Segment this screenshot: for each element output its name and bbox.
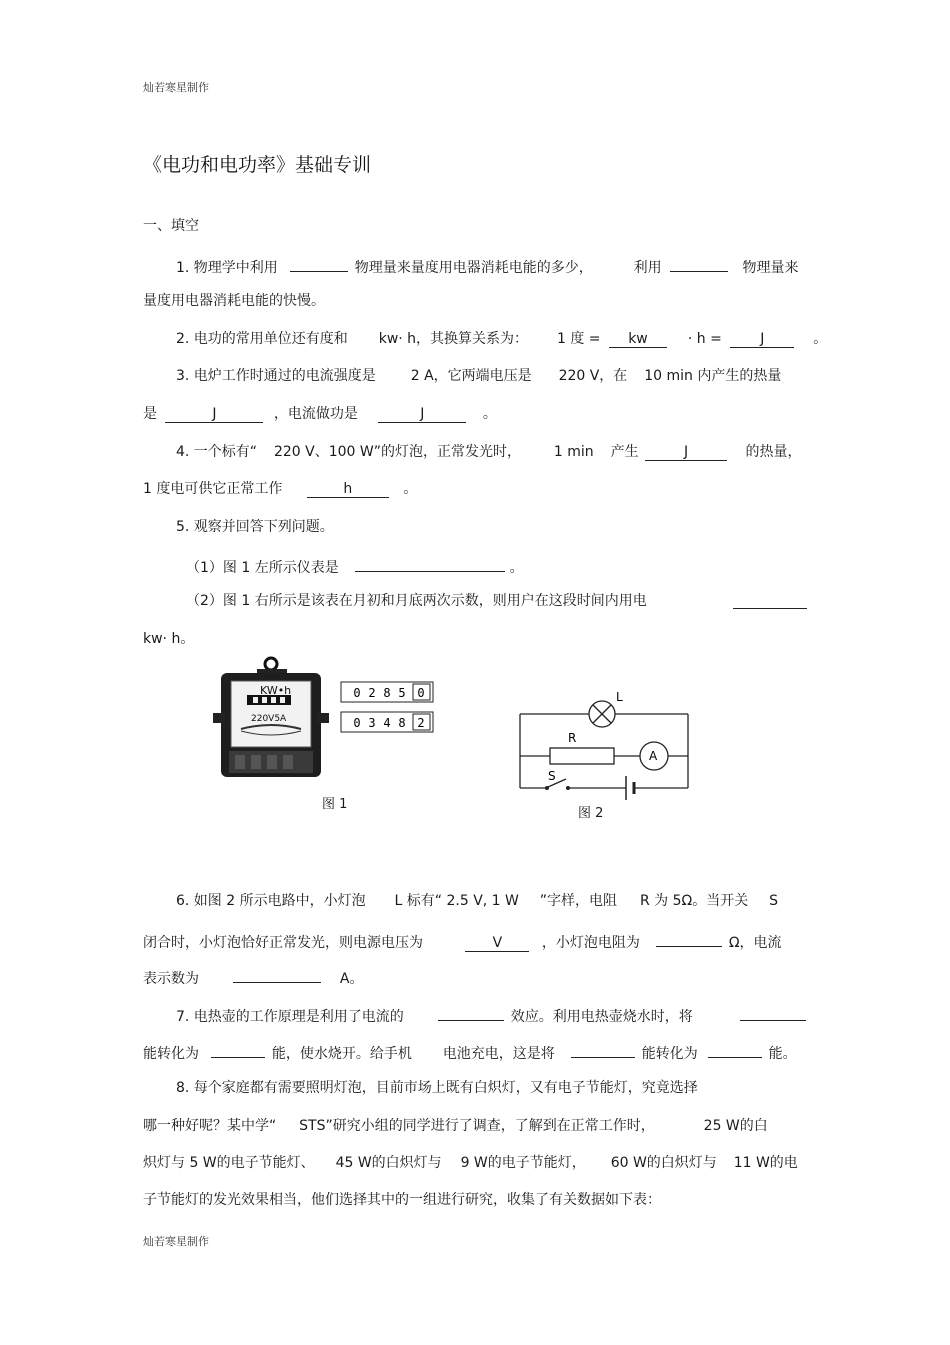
q7-text-g: 能。 [768, 1046, 797, 1062]
reading2-digit-3: 4 [383, 716, 391, 730]
figure-1-caption: 图 1 [322, 797, 348, 812]
q7-blank5[interactable] [708, 1041, 762, 1058]
q3-text-e: 是 [143, 406, 157, 422]
q3-text-b: 2 A，它两端电压是 [410, 368, 532, 384]
q4-text-c: 1 min [553, 444, 594, 460]
q6-blank1[interactable]: V [465, 935, 529, 952]
q4-line1 [176, 443, 801, 461]
q1-line2: 量度用电器消耗电能的快慢。 [143, 293, 325, 309]
q7-text-f: 能转化为 [641, 1046, 698, 1062]
q7-blank3[interactable] [211, 1041, 265, 1058]
figure-1 [205, 655, 445, 785]
q6-line3 [143, 966, 363, 988]
reading1-digit-2: 2 [368, 686, 376, 700]
reading2-digit-5: 2 [417, 716, 425, 730]
meter-unit-label: KW•h [260, 684, 292, 697]
q3-blank1[interactable]: J [165, 406, 263, 423]
q6-text-a: 6. 如图 2 所示电路中，小灯泡 [176, 893, 366, 909]
section-heading: 一、填空 [143, 218, 199, 234]
q3-line2 [143, 405, 497, 423]
q8-line2 [143, 1117, 768, 1135]
q8-line1: 8. 每个家庭都有需要照明灯泡，目前市场上既有白炽灯，又有电子节能灯，究竟选择 [176, 1080, 698, 1096]
q3-text-c: 220 V，在 [558, 368, 628, 384]
q6-text-j: A。 [339, 971, 364, 987]
reading1-digit-5: 0 [417, 686, 425, 700]
q2-line [176, 330, 827, 348]
q2-blank1[interactable]: kw [609, 331, 667, 348]
q4-blank2[interactable]: h [307, 481, 389, 498]
q2-blank2[interactable]: J [730, 331, 794, 348]
q7-text-d: 能，使水烧开。给手机 [271, 1046, 412, 1062]
q8-text-h: 60 W的白炽灯与 [610, 1155, 717, 1171]
q1-text-b: 物理量来量度用电器消耗电能的多少， [354, 260, 593, 276]
q8-text-g: 9 W的电子节能灯， [460, 1155, 586, 1171]
page-header: 灿若寒星制作 [143, 81, 209, 94]
q5-blank2[interactable] [733, 592, 807, 609]
q2-text-d: · h = [687, 331, 722, 347]
q1-blank1[interactable] [290, 255, 348, 272]
reading2-digit-4: 8 [398, 716, 406, 730]
q6-text-d: R 为 5Ω。当开关 [639, 893, 749, 909]
q5-blank1[interactable] [355, 555, 505, 572]
q5-sub1-end: 。 [509, 560, 524, 576]
q6-text-g: ，小灯泡电阻为 [541, 935, 640, 951]
reading2-digit-2: 3 [368, 716, 376, 730]
page-footer: 灿若寒星制作 [143, 1235, 209, 1248]
q6-blank3[interactable] [233, 966, 321, 983]
reading1-digit-4: 5 [398, 686, 406, 700]
q7-line2 [143, 1041, 797, 1063]
q3-line1 [176, 367, 781, 385]
figure-2-circuit [510, 688, 700, 808]
reading1-digit-3: 8 [383, 686, 391, 700]
q4-text-d: 产生 [610, 444, 639, 460]
meter-reading-1 [341, 682, 433, 702]
q7-text-c: 能转化为 [143, 1046, 199, 1062]
q2-text-c: 1 度 = [556, 331, 601, 347]
q5-intro: 5. 观察并回答下列问题。 [176, 519, 334, 535]
meter-reading-2 [341, 712, 433, 732]
q8-text-d: 25 W的白 [703, 1118, 768, 1134]
label-A: A [649, 749, 658, 763]
figure-2-caption: 图 2 [578, 806, 604, 821]
q5-sub1 [186, 555, 524, 577]
q1-text-d: 物理量来 [742, 260, 799, 276]
battery-icon [626, 776, 634, 800]
q4-line2 [143, 480, 417, 498]
q2-text-b: kw· h，其换算关系为： [378, 331, 529, 347]
q4-text-a: 4. 一个标有“ [176, 444, 258, 460]
q1-blank2[interactable] [670, 255, 728, 272]
q4-blank1[interactable]: J [645, 444, 727, 461]
q8-text-i: 11 W的电 [733, 1155, 798, 1171]
q4-text-e: 的热量， [745, 444, 802, 460]
reading1-digit-1: 0 [353, 686, 361, 700]
q7-text-b: 效应。利用电热壶烧水时，将 [510, 1009, 693, 1025]
q6-text-h: Ω，电流 [728, 935, 782, 951]
q1-text-a: 1. 物理学中利用 [176, 260, 278, 276]
q8-text-b: 哪一种好呢？某中学“ [143, 1118, 277, 1134]
q8-text-c: STS”研究小组的同学进行了调查，了解到在正常工作时， [299, 1118, 655, 1134]
q7-line1 [176, 1004, 693, 1026]
q2-text-a: 2. 电功的常用单位还有度和 [176, 331, 348, 347]
q7-blank1[interactable] [438, 1004, 504, 1021]
q3-text-a: 3. 电炉工作时通过的电流强度是 [176, 368, 376, 384]
label-R: R [568, 731, 577, 745]
q5-sub2: （2）图 1 右所示是该表在月初和月底两次示数，则用户在这段时间内用电 [186, 593, 647, 609]
q5-sub1-text: （1）图 1 左所示仪表是 [186, 560, 339, 576]
q5-sub2-unit: kw· h。 [143, 631, 195, 647]
q3-text-g: 。 [482, 406, 497, 422]
q8-line4: 子节能灯的发光效果相当，他们选择其中的一组进行研究，收集了有关数据如下表： [143, 1192, 661, 1208]
q7-text-e: 电池充电，这是将 [442, 1046, 555, 1062]
q4-text-b: 220 V、100 W”的灯泡，正常发光时， [273, 444, 521, 460]
q3-blank2[interactable]: J [378, 406, 466, 423]
q8-text-f: 45 W的白炽灯与 [335, 1155, 442, 1171]
q8-text-e: 炽灯与 5 W的电子节能灯、 [143, 1155, 315, 1171]
q1-text-c: 利用 [633, 260, 662, 276]
q6-text-e: S [769, 893, 778, 909]
q2-text-e: 。 [813, 331, 828, 347]
q6-text-f: 闭合时，小灯泡恰好正常发光，则电源电压为 [143, 935, 423, 951]
q1-line1 [176, 255, 799, 277]
label-S: S [548, 769, 556, 783]
q3-text-f: ，电流做功是 [273, 406, 358, 422]
q6-text-i: 表示数为 [143, 971, 199, 987]
q6-text-c: ”字样，电阻 [539, 893, 618, 909]
q8-line3 [143, 1154, 798, 1172]
page-title: 《电功和电功率》基础专训 [143, 154, 372, 176]
q7-blank2[interactable] [740, 1004, 806, 1021]
label-L: L [616, 690, 623, 704]
q3-text-d: 10 min 内产生的热量 [644, 368, 782, 384]
q7-blank4[interactable] [571, 1041, 635, 1058]
q6-line2 [143, 930, 782, 952]
reading2-digit-1: 0 [353, 716, 361, 730]
lamp-icon [589, 701, 615, 727]
meter-rating-label: 220V5A [251, 714, 287, 724]
q6-text-b: L 标有“ 2.5 V, 1 W [394, 893, 519, 909]
q4-text-g: 。 [403, 481, 418, 497]
q6-line1 [176, 892, 778, 910]
q4-text-f: 1 度电可供它正常工作 [143, 481, 283, 497]
q6-blank2[interactable] [656, 930, 722, 947]
q7-text-a: 7. 电热壶的工作原理是利用了电流的 [176, 1009, 404, 1025]
resistor-icon [550, 748, 614, 764]
